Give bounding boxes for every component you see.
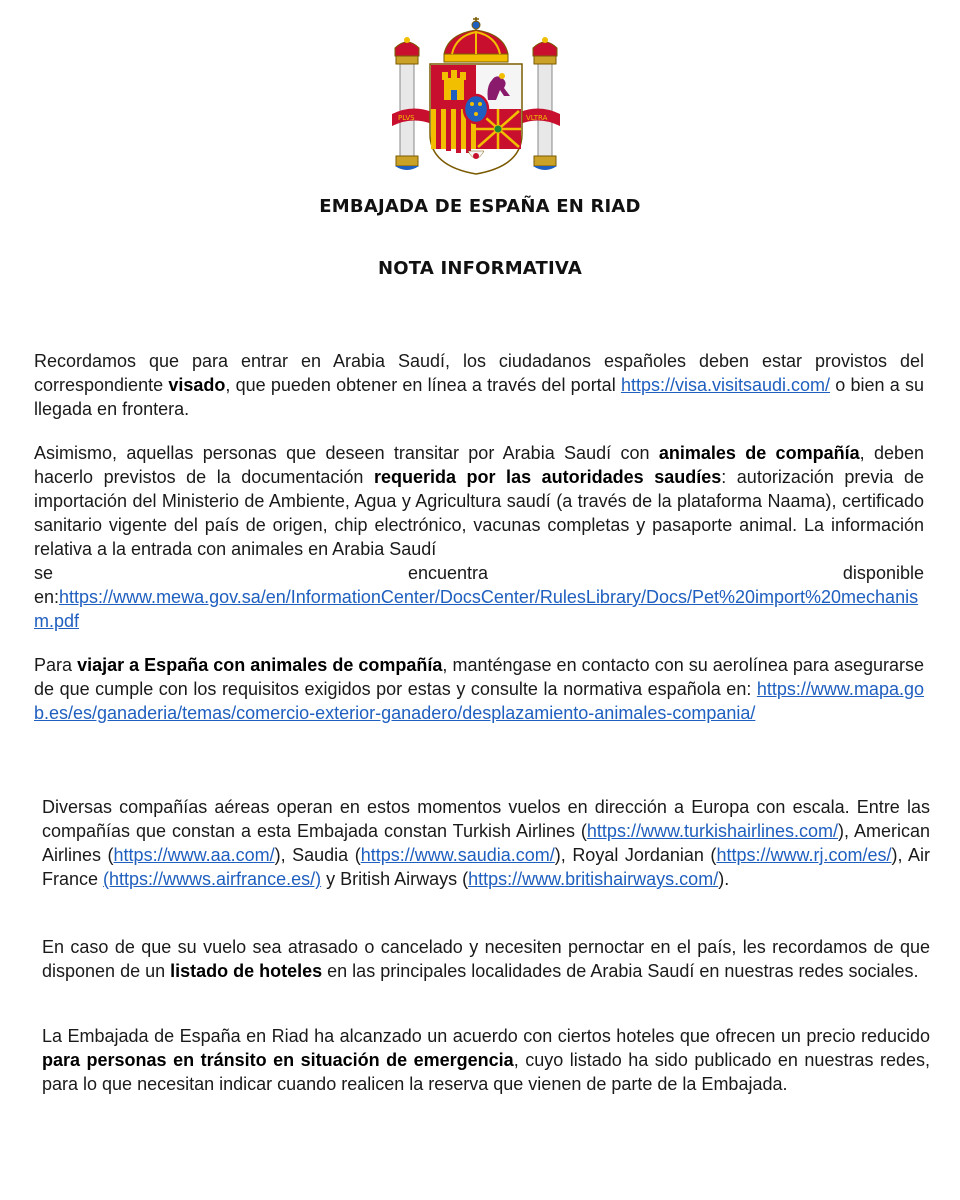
page-title: EMBAJADA DE ESPAÑA EN RIAD [319, 196, 641, 217]
paragraph-pets-spain [34, 653, 924, 725]
left-pillar [395, 37, 419, 170]
text: en: [34, 587, 60, 607]
paragraph-hotels-list [42, 935, 930, 983]
bold-text: para personas en tránsito en situación de emergencia [42, 1050, 514, 1070]
bold-text: visado [168, 375, 226, 395]
text: ), Saudia ( [274, 845, 361, 865]
paragraph-airlines [42, 795, 930, 891]
motto-right: VLTRA [526, 114, 548, 122]
motto-left: PLVS [398, 114, 415, 122]
right-pillar [533, 37, 557, 170]
text: : autorización previa de importación del Ministerio de Ambiente, Agua y Agricultura saudí (a través de la plataforma Naama), certificado sanitario vigente del país de origen, chip electrónico, vacunas completas y pasaporte animal. La información relativa a la entrada con animales en Arabia Saudí [34, 467, 925, 559]
spain-coat-of-arms-icon [392, 16, 560, 180]
visa-portal-link[interactable]: https://visa.visitsaudi.com/ [620, 375, 831, 395]
mapa-pets-link[interactable]: https://www.mapa.gob.es/es/ganaderia/temas/comercio-exterior-ganadero/desplazamiento-animales-compania/ [34, 679, 924, 723]
text: , manténgase en contacto con su aerolínea para asegurarse de que cumple con los requisitos exigidos por estas y consulte la normativa española en: [34, 655, 924, 699]
text: Para [34, 655, 78, 675]
text: , cuyo listado ha sido publicado en nuestras redes, para lo que necesitan indicar cuando realicen la reserva que vienen de parte de la Embajada. [42, 1050, 930, 1094]
bold-text: viajar a España con animales de compañía [77, 655, 443, 675]
spread-line [34, 561, 924, 585]
text: La Embajada de España en Riad ha alcanzado un acuerdo con ciertos hoteles que ofrecen un precio reducido [42, 1026, 930, 1046]
bold-text: animales de compañía [658, 443, 860, 463]
british-airways-link[interactable]: https://www.britishairways.com/ [468, 869, 719, 889]
text: ). [718, 869, 730, 889]
text: , deben hacerlo previstos de la documentación [34, 443, 924, 487]
royal-jordanian-link[interactable]: https://www.rj.com/es/ [716, 845, 892, 865]
air-france-link[interactable]: (https://wwws.airfrance.es/) [103, 869, 322, 889]
mewa-pet-import-link[interactable]: https://www.mewa.gov.sa/en/InformationCenter/DocsCenter/RulesLibrary/Docs/Pet%20import%20mechanism.pdf [34, 587, 919, 631]
text: encuentra [407, 563, 488, 583]
shield [430, 64, 522, 174]
text: ), American Airlines ( [42, 821, 930, 865]
text: Recordamos que para entrar en Arabia Saudí, los ciudadanos españoles deben estar provistos del correspondiente [34, 351, 924, 395]
text: y British Airways ( [321, 869, 469, 889]
text: Diversas compañías aéreas operan en estos momentos vuelos en dirección a Europa con escala. Entre las compañías que constan a esta Embajada constan Turkish Airlines ( [42, 797, 930, 841]
text: disponible [842, 563, 924, 583]
royal-crown [444, 17, 508, 62]
text: se [34, 563, 54, 583]
page-subtitle: NOTA INFORMATIVA [378, 258, 582, 279]
paragraph-visa [34, 349, 924, 421]
paragraph-hotel-agreement [42, 1024, 930, 1096]
bold-text: listado de hoteles [170, 961, 323, 981]
text: , que pueden obtener en línea a través del portal [225, 375, 621, 395]
text: Asimismo, aquellas personas que deseen transitar por Arabia Saudí con [34, 443, 659, 463]
text: o bien a su llegada en frontera. [34, 375, 924, 419]
link-line [34, 585, 924, 633]
text: ), Air France [42, 845, 931, 889]
american-airlines-link[interactable]: https://www.aa.com/ [113, 845, 275, 865]
saudia-link[interactable]: https://www.saudia.com/ [360, 845, 555, 865]
text: en las principales localidades de Arabia Saudí en nuestras redes sociales. [322, 961, 919, 981]
text: En caso de que su vuelo sea atrasado o cancelado y necesiten pernoctar en el país, les recordamos de que disponen de un [42, 937, 930, 981]
paragraph-pets-saudi [34, 441, 924, 633]
text: ), Royal Jordanian ( [554, 845, 717, 865]
bold-text: requerida por las autoridades saudíes [373, 467, 722, 487]
turkish-airlines-link[interactable]: https://www.turkishairlines.com/ [586, 821, 838, 841]
